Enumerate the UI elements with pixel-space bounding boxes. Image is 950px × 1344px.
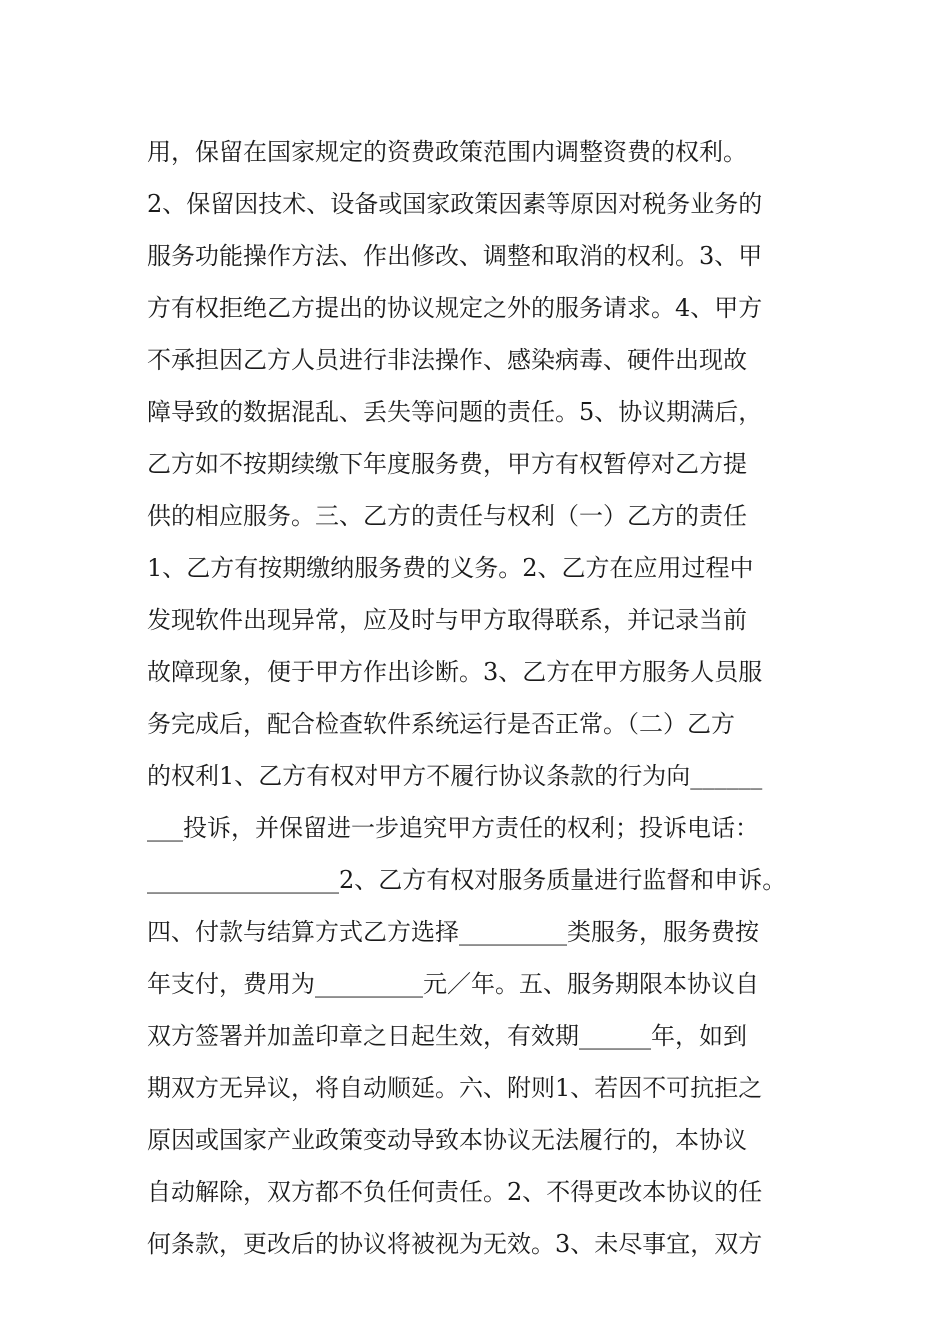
text-line: 期双方无异议，将自动顺延。六、附则1、若因不可抗拒之 [147,1074,763,1102]
text-line: 双方签署并加盖印章之日起生效，有效期______年，如到 [147,1022,747,1050]
text-line: 方有权拒绝乙方提出的协议规定之外的服务请求。4、甲方 [147,294,763,322]
text-line: 供的相应服务。三、乙方的责任与权利（一）乙方的责任 [147,502,747,530]
text-line: 发现软件出现异常，应及时与甲方取得联系，并记录当前 [147,606,747,634]
text-line: 何条款，更改后的协议将被视为无效。3、未尽事宜，双方 [147,1230,763,1258]
text-line: 1、乙方有按期缴纳服务费的义务。2、乙方在应用过程中 [147,554,754,582]
text-line: 服务功能操作方法、作出修改、调整和取消的权利。3、甲 [147,242,763,270]
text-line: 用，保留在国家规定的资费政策范围内调整资费的权利。 [147,138,747,166]
text-line: 年支付，费用为_________元／年。五、服务期限本协议自 [147,970,759,998]
text-line: 自动解除，双方都不负任何责任。2、不得更改本协议的任 [147,1178,763,1206]
text-line: 四、付款与结算方式乙方选择_________类服务，服务费按 [147,918,759,946]
text-line: 的权利1、乙方有权对甲方不履行协议条款的行为向______ [147,762,763,790]
text-line: ________________2、乙方有权对服务质量进行监督和申诉。 [147,866,787,894]
text-line: 原因或国家产业政策变动导致本协议无法履行的，本协议 [147,1126,747,1154]
text-line: 障导致的数据混乱、丢失等问题的责任。5、协议期满后， [147,398,763,426]
text-line: 乙方如不按期续缴下年度服务费，甲方有权暂停对乙方提 [147,450,747,478]
text-line: 不承担因乙方人员进行非法操作、感染病毒、硬件出现故 [147,346,747,374]
contract-body-text [147,126,837,1270]
text-line: 故障现象，便于甲方作出诊断。3、乙方在甲方服务人员服 [147,658,763,686]
text-line: 2、保留因技术、设备或国家政策因素等原因对税务业务的 [147,190,763,218]
text-line: 务完成后，配合检查软件系统运行是否正常。（二）乙方 [147,710,735,738]
text-line: ___投诉，并保留进一步追究甲方责任的权利；投诉电话： [147,814,759,842]
